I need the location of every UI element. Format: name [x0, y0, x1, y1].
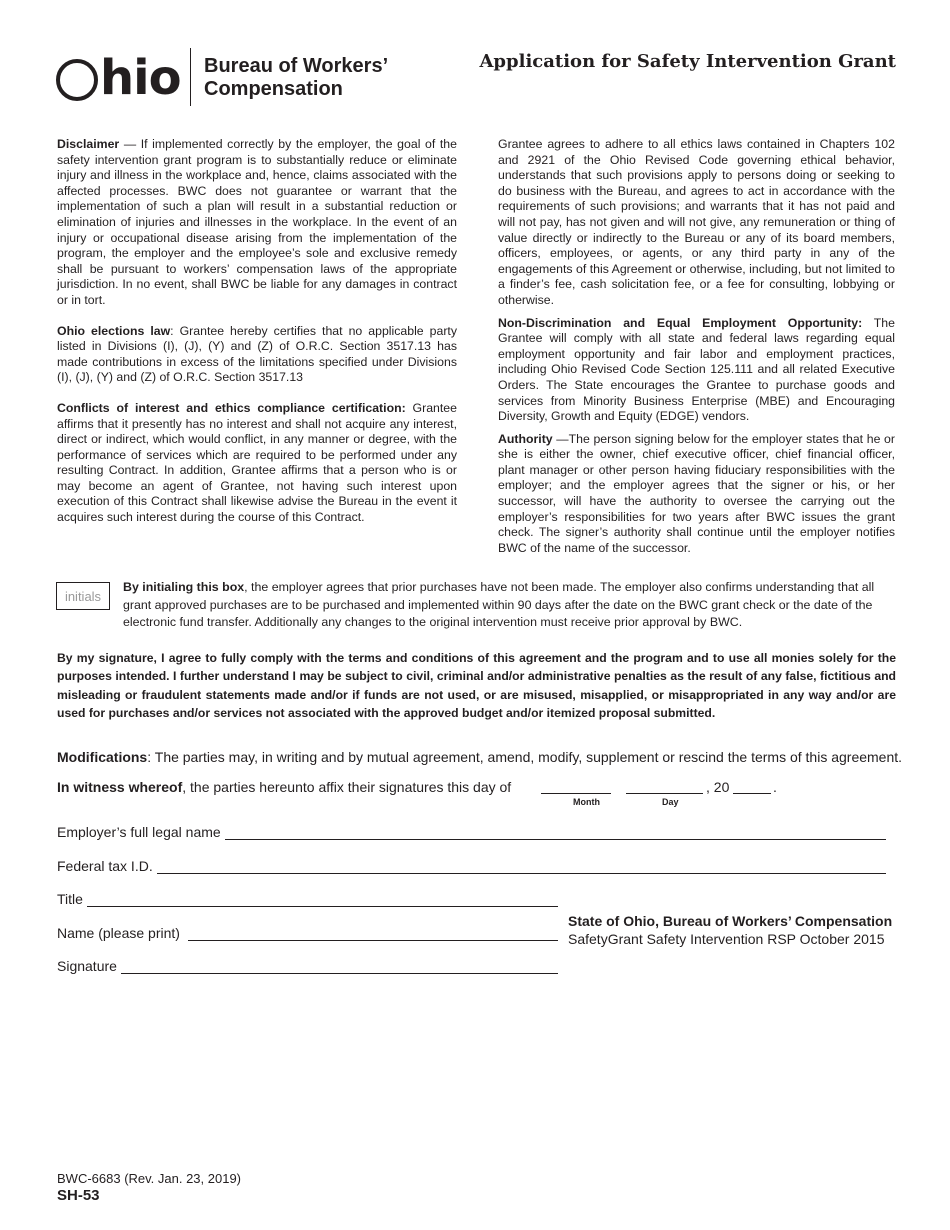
form-number: BWC-6683 (Rev. Jan. 23, 2019)	[57, 1171, 242, 1186]
employer-name-row	[57, 824, 886, 840]
authority-text: —The person signing below for the employer states that he or she is either the owner, chief executive officer, chief financial officer, plant manager or other person having fiduciary responsibilities with the employer; and the employer agrees that the signer or his, or her successor, will have the authority to oversee the carrying out the employer’s responsibilities for two years after BWC issues the grant check. The signer’s authority shall continue until the employer notifies BWC of the name of the successor.	[498, 431, 895, 555]
authority-label: Authority	[498, 431, 553, 446]
signature-row	[57, 958, 558, 974]
logo-divider	[190, 48, 191, 106]
disclaimer-text: — If implemented correctly by the employer, the goal of the safety intervention grant program is to substantially reduce or eliminate injury and illness in the workplace and, hence, claims associated with the affected processes. BWC does not guarantee or warrant that the implementation of such a plan will result in a substantial reduction or elimination of injuries and illnesses in the workplace. In the event of an injury or occupational disease arising from the implementation of the program, the employer and the employee’s sole and exclusive remedy shall be pursuant to workers’ compensation laws of the appropriate jurisdiction. In no event, shall BWC be liable for any damages in contract or in tort.	[57, 137, 457, 307]
witness-statement	[57, 779, 511, 795]
initials-statement	[123, 579, 896, 632]
right-column	[498, 137, 895, 556]
state-line-1: State of Ohio, Bureau of Workers’ Compensation	[568, 913, 893, 929]
federal-tax-label: Federal tax I.D.	[57, 858, 153, 874]
nondiscrimination-text: The Grantee will comply with all state and federal laws regarding equal employment opportunity and fair labor and employment practices, including Ohio Revised Code Section 125.111 and all related Executive Orders. The State encourages the Grantee to purchase goods and services from Minority Business Enterprise (MBE) and Encouraging Diversity, Growth and Equity (EDGE) vendors.	[498, 315, 895, 424]
day-field[interactable]	[626, 793, 703, 794]
federal-tax-input[interactable]	[157, 861, 886, 874]
month-label: Month	[573, 797, 600, 807]
federal-tax-row	[57, 858, 886, 874]
initials-box[interactable]: initials	[56, 582, 110, 610]
nondiscrimination-paragraph	[498, 316, 895, 425]
title-label: Title	[57, 891, 83, 907]
witness-label: In witness whereof	[57, 779, 183, 795]
conflicts-label: Conflicts of interest and ethics compliance certification:	[57, 400, 406, 415]
conflicts-text: Grantee affirms that it presently has no interest and shall not acquire any interest, direct or indirect, which would conflict, in any manner or degree, with the performance of services which are required to be performed under any resulting Contract. In addition, Grantee affirms that a person who is or may become an agent of Grantee, not having such interest upon execution of this Contract shall likewise advise the Bureau in the event it acquires such interest during the course of this Contract.	[57, 400, 457, 525]
witness-text: , the parties hereunto affix their signatures this day of	[182, 779, 512, 795]
nondiscrimination-label: Non-Discrimination and Equal Employment Opportunity:	[498, 315, 863, 330]
bureau-line-1: Bureau of Workers’	[204, 55, 389, 77]
name-print-row	[57, 925, 558, 941]
state-block	[568, 912, 892, 948]
year-field[interactable]	[733, 793, 771, 794]
page-title: Application for Safety Intervention Grant	[479, 51, 896, 72]
modifications-statement	[57, 749, 902, 765]
state-line-2: SafetyGrant Safety Intervention RSP October 2015	[568, 931, 885, 947]
logo-o-circle	[56, 59, 98, 101]
disclaimer-paragraph	[57, 137, 457, 309]
disclaimer-label: Disclaimer	[57, 137, 120, 151]
left-column	[57, 137, 457, 526]
initials-bold-lead: By initialing this box	[123, 580, 245, 594]
month-field[interactable]	[541, 793, 611, 794]
elections-paragraph	[57, 324, 457, 386]
initials-text: , the employer agrees that prior purchases have not been made. The employer also confirms understanding that all grant approved purchases are to be purchased and implemented within 90 days after the date on the BWC grant check or the date of the electronic fund transfer. Additionally any changes to the original intervention must receive prior approval by BWC.	[123, 580, 875, 629]
name-print-label: Name (please print)	[57, 925, 180, 941]
employer-name-input[interactable]	[225, 827, 886, 840]
bureau-name	[204, 55, 388, 101]
modifications-text: : The parties may, in writing and by mutual agreement, amend, modify, supplement or rescind the terms of this agreement.	[147, 749, 903, 765]
logo-text: hio	[100, 50, 181, 106]
year-prefix: , 20	[706, 779, 730, 795]
ethics-paragraph: Grantee agrees to adhere to all ethics laws contained in Chapters 102 and 2921 of the Ohio Revised Code governing ethical behavior, understands that such provisions apply to persons doing or seeking to do business with the Bureau, and agrees to act in accordance with the requirements of such provisions; and warrants that it has not paid and will not pay, has not given and will not give, any remuneration or thing of value directly or indirectly to the Bureau or any of its board members, officers, employees, or agents, or any third party in any of the engagements of this Agreement or otherwise, including, but not limited to a finder’s fee, cash solicitation fee, or a fee for consulting, lobbying or otherwise.	[498, 137, 895, 307]
bureau-line-2: Compensation	[204, 78, 343, 100]
elections-label: Ohio elections law	[57, 323, 171, 338]
signature-input[interactable]	[121, 961, 558, 974]
conflicts-paragraph	[57, 401, 457, 526]
day-label: Day	[662, 797, 679, 807]
title-input[interactable]	[87, 894, 558, 907]
name-print-input[interactable]	[188, 928, 558, 941]
ohio-logo	[56, 46, 181, 110]
signature-agreement: By my signature, I agree to fully comply with the terms and conditions of this agreement and the program and to use all monies solely for the purposes intended. I further understand I may be subject to civil, criminal and/or administrative penalties as the result of any false, fictitious and misleading or fraudulent statements made and/or if funds are not used, or are misused, misapplied, or misappropriated in any way and/or are used for purchases and/or services not associated with the approved budget and/or itemized proposal submitted.	[57, 651, 896, 720]
modifications-label: Modifications	[57, 749, 148, 765]
elections-text: : Grantee hereby certifies that no applicable party listed in Divisions (I), (J), (Y) and (Z) of O.R.C. Section 3517.13 has made contributions in excess of the limitations specified under Divisions (I), (J), (Y) and (Z) of O.R.C. Section 3517.13	[57, 323, 457, 385]
employer-name-label: Employer’s full legal name	[57, 824, 221, 840]
title-row	[57, 891, 558, 907]
authority-paragraph	[498, 432, 895, 557]
signature-label: Signature	[57, 958, 117, 974]
form-code: SH-53	[57, 1187, 100, 1204]
year-period: .	[773, 779, 777, 795]
